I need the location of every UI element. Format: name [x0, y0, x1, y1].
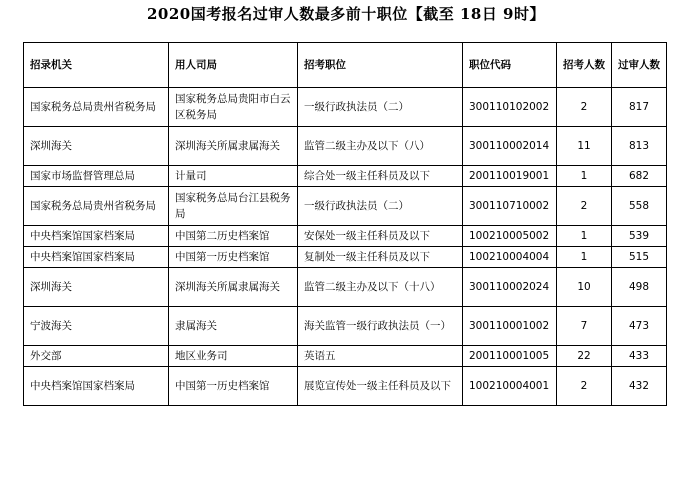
- cell-position: 展览宣传处一级主任科员及以下: [298, 367, 463, 406]
- cell-agency: 国家税务总局贵州省税务局: [24, 88, 169, 127]
- cell-position: 一级行政执法员（二）: [298, 187, 463, 226]
- cell-quota: 1: [557, 247, 612, 268]
- table-row: [24, 307, 667, 346]
- cell-agency: 深圳海关: [24, 268, 169, 307]
- header-position: 招考职位: [298, 43, 463, 88]
- table-row: [24, 346, 667, 367]
- cell-agency: 外交部: [24, 346, 169, 367]
- cell-quota: 10: [557, 268, 612, 307]
- cell-passed: 558: [612, 187, 667, 226]
- cell-employer: 国家税务总局台江县税务局: [169, 187, 298, 226]
- cell-passed: 498: [612, 268, 667, 307]
- cell-agency: 中央档案馆国家档案局: [24, 247, 169, 268]
- cell-code: 300110002024: [463, 268, 557, 307]
- cell-employer: 中国第二历史档案馆: [169, 226, 298, 247]
- cell-passed: 433: [612, 346, 667, 367]
- cell-employer: 计量司: [169, 166, 298, 187]
- cell-code: 200110019001: [463, 166, 557, 187]
- cell-passed: 817: [612, 88, 667, 127]
- cell-quota: 7: [557, 307, 612, 346]
- cell-passed: 539: [612, 226, 667, 247]
- cell-agency: 中央档案馆国家档案局: [24, 367, 169, 406]
- cell-agency: 国家税务总局贵州省税务局: [24, 187, 169, 226]
- cell-quota: 2: [557, 367, 612, 406]
- cell-code: 100210005002: [463, 226, 557, 247]
- table-row: [24, 127, 667, 166]
- cell-employer: 深圳海关所属隶属海关: [169, 268, 298, 307]
- cell-position: 一级行政执法员（二）: [298, 88, 463, 127]
- cell-position: 安保处一级主任科员及以下: [298, 226, 463, 247]
- positions-table: [23, 42, 667, 406]
- table-row: [24, 166, 667, 187]
- cell-position: 复制处一级主任科员及以下: [298, 247, 463, 268]
- cell-quota: 11: [557, 127, 612, 166]
- page-title: 2020国考报名过审人数最多前十职位【截至 18日 9时】: [146, 5, 545, 23]
- table-row: [24, 247, 667, 268]
- header-quota: 招考人数: [557, 43, 612, 88]
- cell-passed: 682: [612, 166, 667, 187]
- cell-code: 300110001002: [463, 307, 557, 346]
- cell-employer: 中国第一历史档案馆: [169, 367, 298, 406]
- cell-employer: 国家税务总局贵阳市白云区税务局: [169, 88, 298, 127]
- cell-agency: 深圳海关: [24, 127, 169, 166]
- cell-quota: 2: [557, 187, 612, 226]
- cell-quota: 22: [557, 346, 612, 367]
- cell-position: 英语五: [298, 346, 463, 367]
- table-row: [24, 367, 667, 406]
- header-passed: 过审人数: [612, 43, 667, 88]
- cell-quota: 1: [557, 166, 612, 187]
- cell-employer: 深圳海关所属隶属海关: [169, 127, 298, 166]
- cell-passed: 515: [612, 247, 667, 268]
- table-row: [24, 187, 667, 226]
- table-row: [24, 226, 667, 247]
- cell-position: 监管二级主办及以下（十八）: [298, 268, 463, 307]
- header-agency: 招录机关: [24, 43, 169, 88]
- cell-passed: 813: [612, 127, 667, 166]
- cell-passed: 473: [612, 307, 667, 346]
- cell-code: 300110710002: [463, 187, 557, 226]
- cell-employer: 隶属海关: [169, 307, 298, 346]
- cell-code: 100210004004: [463, 247, 557, 268]
- cell-employer: 中国第一历史档案馆: [169, 247, 298, 268]
- table-row: [24, 268, 667, 307]
- cell-passed: 432: [612, 367, 667, 406]
- cell-quota: 2: [557, 88, 612, 127]
- cell-code: 300110102002: [463, 88, 557, 127]
- cell-code: 300110002014: [463, 127, 557, 166]
- cell-code: 200110001005: [463, 346, 557, 367]
- table-header-row: [24, 43, 667, 88]
- cell-agency: 中央档案馆国家档案局: [24, 226, 169, 247]
- cell-agency: 宁波海关: [24, 307, 169, 346]
- cell-position: 海关监管一级行政执法员（一）: [298, 307, 463, 346]
- cell-code: 100210004001: [463, 367, 557, 406]
- table-row: [24, 88, 667, 127]
- cell-agency: 国家市场监督管理总局: [24, 166, 169, 187]
- header-employer: 用人司局: [169, 43, 298, 88]
- cell-quota: 1: [557, 226, 612, 247]
- cell-position: 监管二级主办及以下（八）: [298, 127, 463, 166]
- cell-position: 综合处一级主任科员及以下: [298, 166, 463, 187]
- header-code: 职位代码: [463, 43, 557, 88]
- cell-employer: 地区业务司: [169, 346, 298, 367]
